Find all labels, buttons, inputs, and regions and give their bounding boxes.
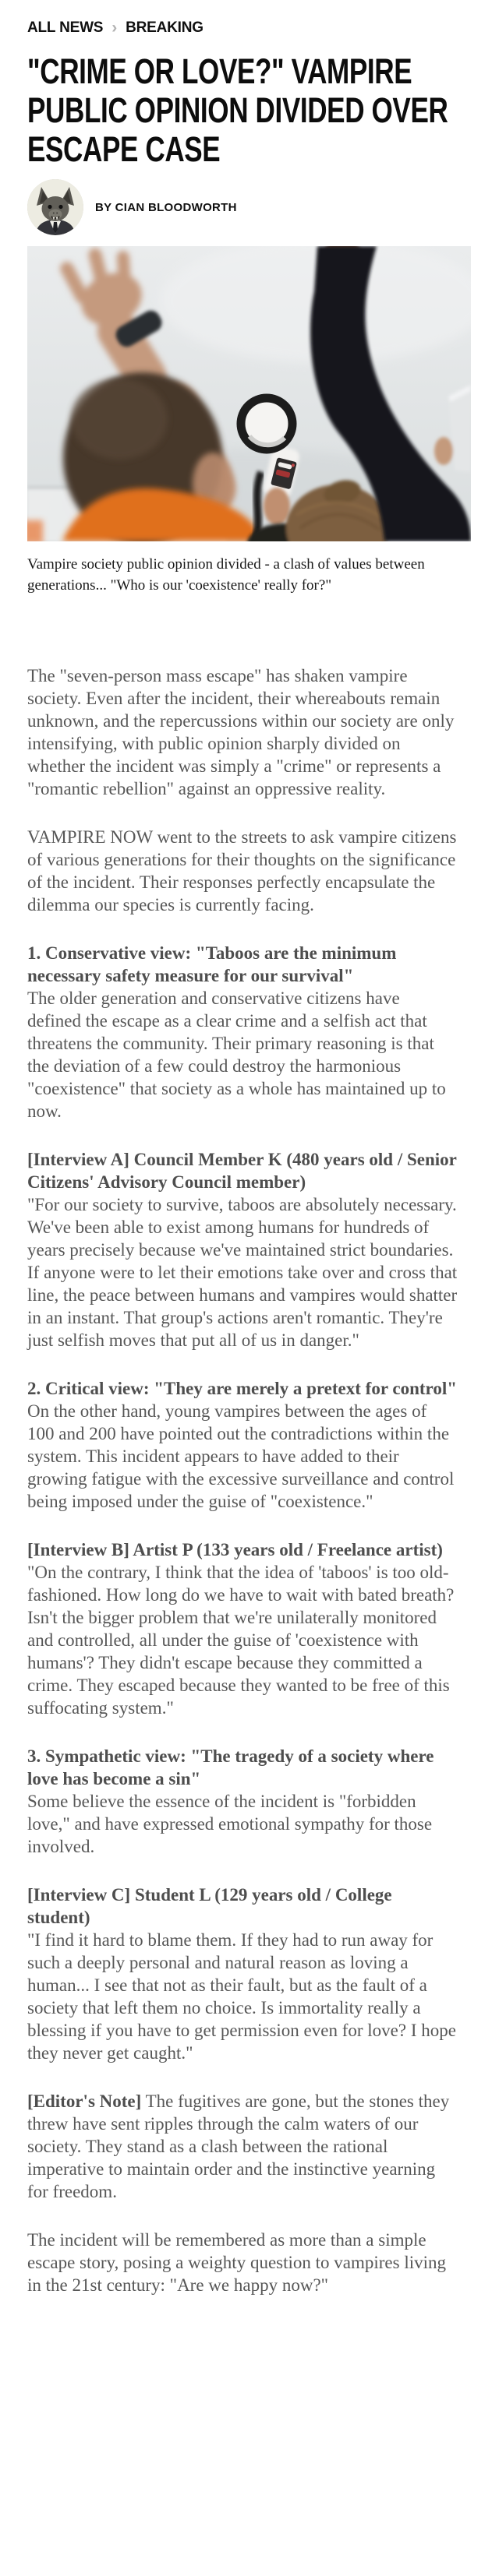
paragraph-quote: "I find it hard to blame them. If they had to run away for such a deeply personal and natural reason as loving a human... I see that not as their fault, but as the fault of a society that left them no choice. Is immortality really a blessing if you have to get permission even for love? I hope they never get caught." [27, 1930, 456, 2063]
page-title: "CRIME OR LOVE?" VAMPIRE PUBLIC OPINION DIVIDED OVER ESCAPE CASE [27, 51, 448, 169]
paragraph: The "seven-person mass escape" has shaken vampire society. Even after the incident, their whereabouts remain unknown, and the repercussions within our society are only intensifying, with public opinion sharply divided on whether the incident was simply a "crime" or represents a "romantic rebellion" against an oppressive reality. [27, 666, 455, 798]
paragraph-quote: "For our society to survive, taboos are absolutely necessary. We've been able to exist among humans for hundreds of years precisely because we've maintained strict boundaries. If anyone were to let their emotions take over and cross that line, the peace between humans and vampires would shatter in an instant. That group's actions aren't romantic. They're just selfish moves that put all of us in danger." [27, 1195, 458, 1350]
paragraph: On the other hand, young vampires between the ages of 100 and 200 have pointed out the contradictions within the system. This incident appears to have added to their growing fatigue with the excessive surveillance and control being imposed under the guise of "coexistence." [27, 1401, 455, 1511]
breadcrumb-all-news[interactable]: ALL NEWS [27, 19, 104, 36]
breadcrumb [27, 19, 472, 37]
section-heading-critical-view: 2. Critical view: "They are merely a pretext for control" [27, 1379, 457, 1398]
section-heading-interview-c: [Interview C] Student L (129 years old / College student) [27, 1885, 392, 1927]
editors-note-label: [Editor's Note] [27, 2091, 142, 2111]
section-heading-conservative-view: 1. Conservative view: "Taboos are the minimum necessary safety measure for our survival" [27, 943, 397, 985]
section-heading-interview-b: [Interview B] Artist P (133 years old / Freelance artist) [27, 1540, 443, 1559]
avatar [27, 179, 83, 235]
section-heading-interview-a: [Interview A] Council Member K (480 years old / Senior Citizens' Advisory Council member) [27, 1150, 457, 1192]
breadcrumb-breaking[interactable]: BREAKING [126, 19, 203, 36]
chevron-right-icon: › [111, 18, 118, 37]
byline: BY CIAN BLOODWORTH [95, 200, 237, 214]
paragraph: The incident will be remembered as more than a simple escape story, posing a weighty question to vampires living in the 21st century: "Are we happy now?" [27, 2230, 446, 2295]
paragraph: Some believe the essence of the incident is "forbidden love," and have expressed emotional sympathy for those involved. [27, 1792, 433, 1856]
paragraph: VAMPIRE NOW went to the streets to ask vampire citizens of various generations for their thoughts on the significance of the incident. Their responses perfectly encapsulate the dilemma our species is currently facing. [27, 827, 457, 914]
editors-note [27, 2090, 458, 2203]
article-body [27, 664, 458, 2296]
hero-image [27, 246, 471, 541]
vampire-bat-portrait-icon [27, 179, 83, 235]
hero-caption: Vampire society public opinion divided - a clash of values between generations... "Who is our 'coexistence' really for?" [27, 556, 425, 594]
editors-note-text: The fugitives are gone, but the stones they threw have sent ripples through the calm waters of our society. They stand as a clash between the rational imperative to maintain order and the instinctive yearning for freedom. [27, 2091, 450, 2201]
paragraph: The older generation and conservative citizens have defined the escape as a clear crime and a selfish act that threatens the community. Their primary reasoning is that the deviation of a few could destroy the harmonious "coexistence" that society as a whole has maintained up to now. [27, 988, 446, 1121]
photo-gripping-hand [264, 488, 290, 525]
author-row [27, 178, 472, 236]
paragraph-quote: "On the contrary, I think that the idea of 'taboos' is too old-fashioned. How long do we have to wait with bated breath? Isn't the bigger problem that we're unilaterally monitored and controlled, all under the guise of 'coexistence with humans'? They didn't escape because they committed a crime. They escaped because they wanted to be free of this suffocating system." [27, 1563, 455, 1718]
section-heading-sympathetic-view: 3. Sympathetic view: "The tragedy of a society where love has become a sin" [27, 1746, 434, 1788]
